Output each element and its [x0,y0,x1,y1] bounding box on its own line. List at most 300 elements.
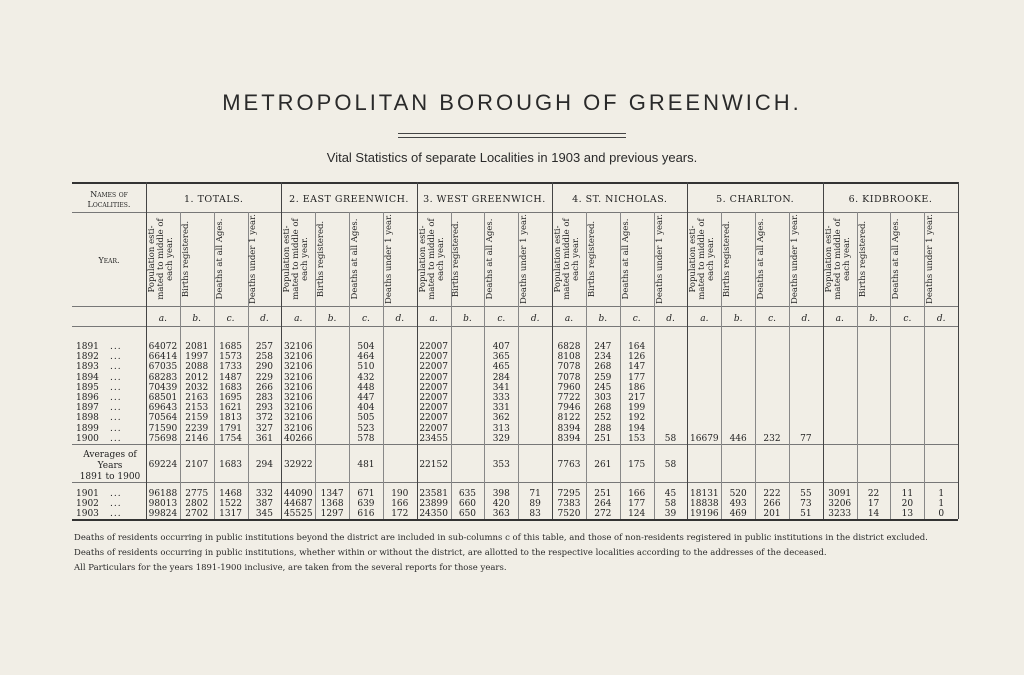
table-row-cell: 505 [357,413,375,424]
column-header-pop: Population esti-mated to middle of each year. [823,218,852,300]
table-row-cell: 331 [492,403,510,414]
table-row-cell: 73 [800,499,812,510]
row-leader-dots: ... [110,509,122,520]
averages-row-cell: 2107 [185,460,209,470]
column-header-deaths: Deaths at all Ages. [620,218,631,300]
locality-header: 2. EAST GREENWICH. [289,194,409,205]
table-rule-5 [72,482,958,483]
sub-column-letter: a. [158,314,168,324]
sub-column-letter: d. [260,314,269,324]
table-row-cell: 7295 [557,489,581,499]
column-header-deaths: Deaths at all Ages. [349,218,360,300]
table-row-cell: 32106 [283,352,313,363]
table-row-cell: 1997 [185,352,209,363]
table-row-cell: 234 [594,352,612,363]
table-row-cell: 58 [664,499,677,510]
table-row-cell: 96188 [148,489,178,499]
table-row-cell: 8108 [557,352,581,363]
table-row-cell: 2153 [185,403,209,414]
table-row-cell: 32106 [283,413,313,424]
table-row-cell: 32106 [283,403,313,414]
table-row-cell: 520 [729,489,747,499]
column-header-births: Births registered. [857,220,868,298]
locality-header: 5. CHARLTON. [716,194,795,205]
table-row-cell: 3091 [828,489,852,499]
sub-column-letter: c. [632,314,641,324]
table-row-cell: 7383 [557,499,581,510]
table-row-cell: 39 [664,509,677,520]
table-row-cell: 1733 [219,362,243,373]
averages-label [74,450,146,483]
row-leader-dots: ... [110,342,122,352]
table-row-cell: 464 [357,352,375,363]
table-row-cell: 407 [492,342,510,352]
table-row-cell: 266 [763,499,781,510]
table-row-cell: 22007 [419,352,448,363]
table-row-cell: 3233 [828,509,852,520]
table-row-cell: 8394 [557,423,581,434]
row-year: 1902 [76,499,99,510]
table-row-cell: 201 [763,509,781,520]
table-row-cell: 19196 [690,509,719,520]
table-row-cell: 22007 [419,362,448,373]
table-row-cell: 190 [391,489,409,499]
table-row-cell: 1754 [219,433,243,444]
table-column-divider [958,182,959,519]
table-row-cell: 8122 [557,413,581,424]
table-row-cell: 55 [800,489,812,499]
table-row-cell: 22007 [419,372,448,383]
names-of-localities-label: Names of Localities. [87,190,131,209]
table-row-cell: 69643 [148,403,178,414]
table-row-cell: 22007 [419,423,448,434]
table-row-cell: 177 [628,372,646,383]
table-row-cell: 32106 [283,423,313,434]
table-row-cell: 2775 [185,489,209,499]
table-rule-3 [72,326,958,327]
averages-row-cell: 7763 [557,460,581,470]
sub-column-letter: d. [395,314,405,324]
column-header-births: Births registered. [722,220,733,298]
table-row-cell: 177 [628,499,646,510]
row-leader-dots: ... [110,499,122,510]
table-row-cell: 23581 [419,489,448,499]
averages-row-cell: 294 [255,460,274,470]
table-row-cell: 639 [357,499,375,510]
table-row-cell: 232 [763,433,781,444]
table-row-cell: 268 [594,362,612,373]
table-row-cell: 362 [492,413,510,424]
row-leader-dots: ... [110,362,122,373]
table-row-cell: 2802 [185,499,209,510]
sub-column-letter: b. [869,314,878,324]
row-leader-dots: ... [110,372,122,383]
table-row-cell: 504 [357,342,375,352]
table-row-cell: 245 [594,382,612,393]
table-row-cell: 7960 [557,382,581,393]
table-row-cell: 1468 [219,489,243,499]
table-row-cell: 1695 [219,393,243,403]
table-row-cell: 2088 [185,362,209,373]
sub-column-letter: b. [598,314,608,324]
table-row-cell: 11 [901,489,914,499]
averages-label-line3: 1891 to 1900 [79,472,141,482]
table-row-cell: 51 [800,509,812,520]
row-year: 1894 [76,372,99,383]
table-row-cell: 345 [255,509,274,520]
table-row-cell: 361 [255,433,274,444]
sub-column-letter: b. [192,314,202,324]
column-header-deaths: Deaths at all Ages. [214,218,225,300]
table-row-cell: 229 [255,372,274,383]
table-row-cell: 124 [628,509,646,520]
sub-column-letter: a. [294,314,303,324]
row-leader-dots: ... [110,352,122,363]
table-row-cell: 293 [255,403,274,414]
sub-column-letter: d. [666,314,675,324]
vital-statistics-table [72,182,958,522]
averages-row-cell: 22152 [419,460,448,470]
averages-row-cell: 353 [492,460,510,470]
sub-column-letter: c. [226,314,235,324]
column-header-pop: Population esti-mated to middle of each year. [553,218,581,300]
column-header-infant: Deaths under 1 year. [925,214,936,304]
table-row-cell: 1621 [219,403,243,414]
table-row-cell: 1347 [320,489,344,499]
table-row-cell: 68283 [148,372,178,383]
column-header-infant: Deaths under 1 year. [519,214,530,304]
table-rule-1 [72,212,958,213]
table-row-cell: 98013 [148,499,178,510]
column-header-deaths: Deaths at all Ages. [756,218,767,300]
table-row-cell: 166 [391,499,409,510]
column-header-births: Births registered. [451,220,462,298]
sub-column-letter: a. [700,314,709,324]
table-row-cell: 447 [357,393,375,403]
table-row-cell: 303 [594,393,612,403]
table-row-cell: 6828 [557,342,581,352]
table-row-cell: 2032 [185,382,209,393]
table-row-cell: 290 [255,362,274,373]
table-row-cell: 465 [492,362,510,373]
table-row-cell: 45525 [283,509,313,520]
table-row-cell: 266 [255,382,274,393]
table-row-cell: 1685 [219,342,243,352]
table-row-cell: 192 [628,413,646,424]
table-row-cell: 2012 [185,372,209,383]
table-row-cell: 469 [729,509,747,520]
table-row-cell: 671 [357,489,375,499]
table-row-cell: 329 [492,433,510,444]
table-row-cell: 1683 [219,382,243,393]
table-row-cell: 1 [938,489,945,499]
table-row-cell: 365 [492,352,510,363]
table-row-cell: 147 [628,362,646,373]
table-row-cell: 1317 [219,509,243,520]
row-year: 1903 [76,509,99,520]
locality-header: 1. TOTALS. [183,194,244,205]
table-row-cell: 327 [255,423,274,434]
sub-column-letter: b. [733,314,743,324]
table-row-cell: 23899 [419,499,448,510]
title-rule-top [398,133,626,134]
table-row-cell: 523 [357,423,375,434]
sub-column-letter: c. [497,314,506,324]
table-row-cell: 45 [664,489,677,499]
locality-header: 6. KIDBROOKE. [848,194,933,205]
table-row-cell: 247 [594,342,612,352]
row-year: 1898 [76,413,99,424]
table-row-cell: 71 [529,489,541,499]
row-year: 1892 [76,352,99,363]
table-row-cell: 288 [594,423,612,434]
table-row-cell: 172 [391,509,409,520]
table-row-cell: 22007 [419,382,448,393]
year-label: Year. [98,256,120,265]
averages-row-cell: 69224 [148,460,178,470]
row-leader-dots: ... [110,382,122,393]
footnotes [74,531,974,576]
table-row-cell: 40266 [283,433,313,444]
column-header-infant: Deaths under 1 year. [654,214,665,304]
table-rule-2 [72,306,958,307]
table-row-cell: 44687 [283,499,313,510]
row-year: 1901 [76,489,99,499]
table-row-cell: 8394 [557,433,581,444]
table-row-cell: 23455 [419,433,448,444]
table-row-cell: 341 [492,382,510,393]
row-leader-dots: ... [110,489,122,499]
table-rule-4 [72,444,958,445]
table-row-cell: 20 [901,499,914,510]
table-row-cell: 17 [867,499,880,510]
table-row-cell: 1487 [219,372,243,383]
table-row-cell: 284 [492,372,510,383]
table-row-cell: 1368 [320,499,344,510]
table-row-cell: 194 [628,423,646,434]
table-row-cell: 99824 [148,509,178,520]
row-year: 1900 [76,433,99,444]
table-row-cell: 2163 [185,393,209,403]
table-row-cell: 24350 [419,509,448,520]
footnote-3: All Particulars for the years 1891-1900 inclusive, are taken from the several reports for those years. [74,563,507,573]
table-row-cell: 83 [529,509,541,520]
table-row-cell: 258 [255,352,274,363]
table-row-cell: 14 [867,509,880,520]
table-row-cell: 2702 [185,509,209,520]
sub-column-letter: c. [903,314,912,324]
table-row-cell: 3206 [828,499,852,510]
column-header-deaths: Deaths at all Ages. [485,218,496,300]
row-year: 1895 [76,382,99,393]
table-row-cell: 58 [664,433,677,444]
row-leader-dots: ... [110,413,122,424]
column-header-pop: Population esti-mated to middle of each year. [417,218,446,300]
row-leader-dots: ... [110,433,122,444]
sub-column-letter: a. [564,314,574,324]
locality-header: 4. ST. NICHOLAS. [572,194,668,205]
table-row-cell: 164 [628,342,646,352]
table-row-cell: 259 [594,372,612,383]
table-row-cell: 67035 [148,362,178,373]
table-row-cell: 32106 [283,362,313,373]
table-row-cell: 650 [458,509,477,520]
table-row-cell: 578 [357,433,375,444]
sub-column-letter: d. [530,314,540,324]
table-row-cell: 7520 [557,509,581,520]
table-row-cell: 2159 [185,413,209,424]
table-row-cell: 18838 [690,499,719,510]
column-header-infant: Deaths under 1 year. [789,214,800,304]
table-row-cell: 22007 [419,342,448,352]
table-row-cell: 264 [594,499,612,510]
table-row-cell: 7946 [557,403,581,414]
row-leader-dots: ... [110,393,122,403]
column-header-deaths: Deaths at all Ages. [891,218,902,300]
table-row-cell: 70564 [148,413,178,424]
table-row-cell: 22007 [419,393,448,403]
sub-column-letter: d. [936,314,946,324]
table-row-cell: 616 [357,509,375,520]
table-row-cell: 7722 [557,393,581,403]
column-header-pop: Population esti-mated to middle of each year. [146,218,175,300]
table-row-cell: 398 [492,489,510,499]
footnote-1: Deaths of residents occurring in public institutions beyond the district are included in sub-columns c of this table, and those of non-residents registered in public institutions in the district excluded. [74,533,928,543]
table-row-cell: 68501 [148,393,178,403]
table-row-cell: 493 [729,499,747,510]
sub-column-letter: a. [835,314,844,324]
table-row-cell: 272 [594,509,612,520]
page-subtitle: Vital Statistics of separate Localities in 1903 and previous years. [326,150,698,165]
averages-row-cell: 32922 [283,460,313,470]
table-row-cell: 332 [255,489,274,499]
table-row-cell: 77 [800,433,812,444]
table-row-cell: 446 [729,433,747,444]
averages-label-line1: Averages of [83,450,137,460]
locality-header: 3. WEST GREENWICH. [423,194,546,205]
table-row-cell: 32106 [283,382,313,393]
sub-column-letter: c. [361,314,370,324]
sub-column-letter: a. [429,314,438,324]
row-leader-dots: ... [110,423,122,434]
table-row-cell: 252 [594,413,612,424]
table-row-cell: 89 [529,499,541,510]
averages-row-cell: 175 [628,460,646,470]
row-year: 1896 [76,393,99,403]
table-row-cell: 268 [594,403,612,414]
table-row-cell: 22007 [419,413,448,424]
table-row-cell: 251 [594,489,612,499]
table-rule-0 [72,182,958,184]
table-row-cell: 2146 [185,433,209,444]
title-rule-bottom [398,137,626,138]
table-row-cell: 0 [938,509,945,520]
table-row-cell: 44090 [283,489,313,499]
table-row-cell: 18131 [690,489,719,499]
table-row-cell: 251 [594,433,612,444]
column-header-births: Births registered. [586,220,597,298]
table-row-cell: 222 [763,489,781,499]
column-header-births: Births registered. [316,220,327,298]
footnote-2: Deaths of residents occurring in public institutions, whether within or without the district, are allotted to the respective localities according to the addresses of the deceased. [74,548,827,558]
table-row-cell: 32106 [283,372,313,383]
table-row-cell: 1522 [219,499,243,510]
table-row-cell: 635 [458,489,477,499]
row-year: 1891 [76,342,99,352]
column-header-births: Births registered. [180,220,191,298]
table-row-cell: 217 [628,393,646,403]
table-row-cell: 283 [255,393,274,403]
table-row-cell: 22007 [419,403,448,414]
table-row-cell: 199 [628,403,646,414]
table-row-cell: 2239 [185,423,209,434]
table-row-cell: 420 [492,499,510,510]
table-row-cell: 387 [255,499,274,510]
table-row-cell: 1791 [219,423,243,434]
column-header-infant: Deaths under 1 year. [383,214,394,304]
table-row-cell: 448 [357,382,375,393]
table-row-cell: 153 [628,433,646,444]
averages-row-cell: 1683 [219,460,243,470]
table-row-cell: 313 [492,423,510,434]
table-row-cell: 186 [628,382,646,393]
table-row-cell: 166 [628,489,646,499]
table-row-cell: 16679 [690,433,719,444]
table-row-cell: 66414 [148,352,178,363]
averages-row-cell: 261 [594,460,612,470]
table-row-cell: 32106 [283,393,313,403]
table-row-cell: 71590 [148,423,178,434]
row-year: 1893 [76,362,99,373]
averages-row-cell: 58 [664,460,677,470]
table-row-cell: 372 [255,413,274,424]
table-row-cell: 32106 [283,342,313,352]
sub-column-letter: b. [463,314,472,324]
table-row-cell: 257 [255,342,274,352]
table-row-cell: 13 [901,509,914,520]
page-title: METROPOLITAN BOROUGH OF GREENWICH. [222,90,802,115]
table-row-cell: 1813 [219,413,243,424]
table-row-cell: 333 [492,393,510,403]
column-header-pop: Population esti-mated to middle of each year. [282,218,311,300]
sub-column-letter: d. [801,314,811,324]
table-row-cell: 64072 [148,342,178,352]
table-row-cell: 510 [357,362,375,373]
averages-row-cell: 481 [357,460,375,470]
table-row-cell: 1 [938,499,945,510]
sub-column-letter: b. [327,314,337,324]
table-row-cell: 363 [492,509,510,520]
table-row-cell: 660 [458,499,477,510]
table-row-cell: 2081 [185,342,209,352]
row-year: 1897 [76,403,99,414]
table-row-cell: 7078 [557,362,581,373]
row-leader-dots: ... [110,403,122,414]
table-row-cell: 7078 [557,372,581,383]
table-row-cell: 22 [867,489,880,499]
table-row-cell: 126 [628,352,646,363]
sub-column-letter: c. [768,314,776,324]
row-year: 1899 [76,423,99,434]
table-row-cell: 75698 [148,433,178,444]
table-row-cell: 1297 [320,509,344,520]
table-row-cell: 70439 [148,382,178,393]
column-header-pop: Population esti-mated to middle of each year. [688,218,717,300]
table-row-cell: 432 [357,372,375,383]
column-header-infant: Deaths under 1 year. [248,214,259,304]
table-row-cell: 404 [357,403,375,414]
averages-label-line2: Years [97,461,123,471]
